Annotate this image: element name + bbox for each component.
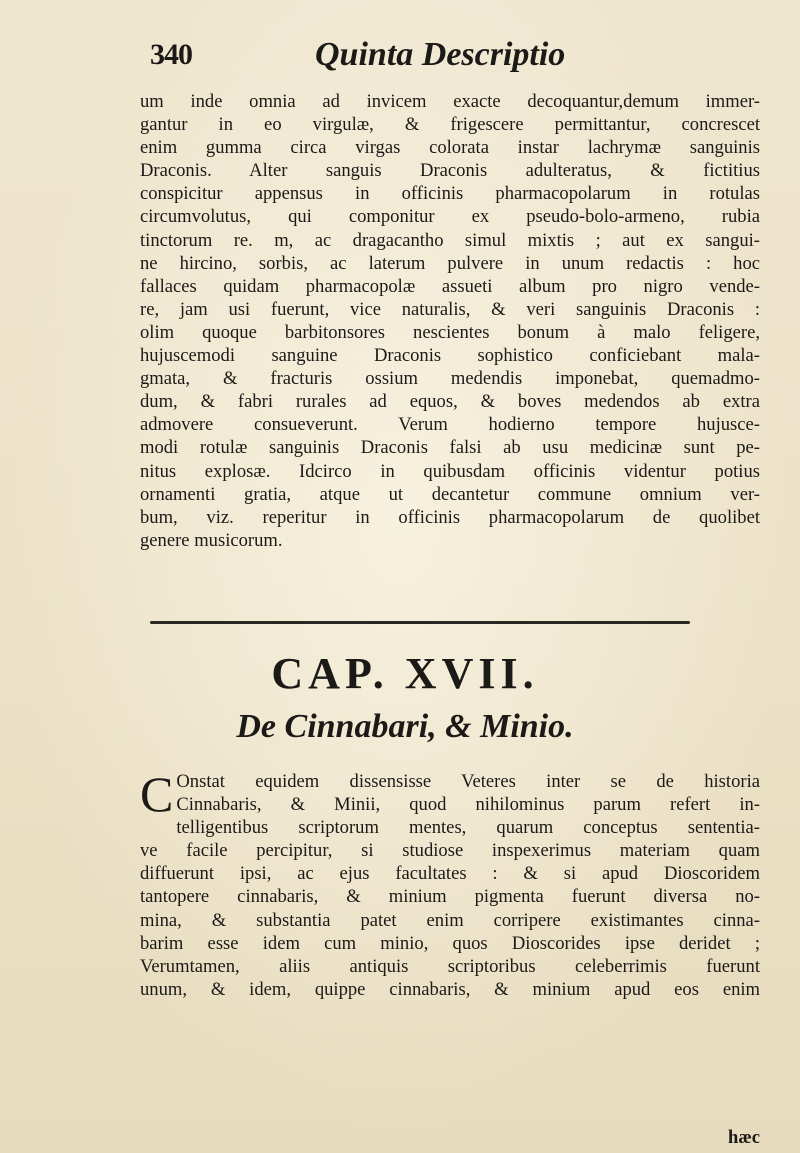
page-header xyxy=(150,38,750,74)
text-line: Onstat equidem dissensisse Veteres inter se de historia xyxy=(176,771,760,792)
text-line: tantopere cinnabaris, & minium pigmenta fuerunt diversa no- xyxy=(140,886,760,908)
paragraph-draconis xyxy=(140,90,760,552)
text-line: modi rotulæ sanguinis Draconis falsi ab usu medicinæ sunt pe- xyxy=(140,437,760,459)
running-head: Quinta Descriptio xyxy=(315,36,566,73)
text-line: dum, & fabri rurales ad equos, & boves medendos ab extra xyxy=(140,391,760,413)
text-line: enim gumma circa virgas colorata instar lachrymæ sanguinis xyxy=(140,137,760,159)
text-line: ne hircino, sorbis, ac laterum pulvere in unum redactis : hoc xyxy=(140,252,760,274)
text-line: unum, & idem, quippe cinnabaris, & minium apud eos enim xyxy=(140,978,760,1000)
text-line: conspicitur appensus in officinis pharmacopolarum in rotulas xyxy=(140,183,760,205)
section-divider-rule xyxy=(150,621,690,624)
text-line: bum, viz. reperitur in officinis pharmacopolarum de quolibet xyxy=(140,506,760,528)
text-line: diffuerunt ipsi, ac ejus facultates : & si apud Dioscoridem xyxy=(140,863,760,885)
paragraph-cinnabaris xyxy=(140,766,760,1001)
text-line: hujuscemodi sanguine Draconis sophistico conficiebant mala- xyxy=(140,345,760,367)
text-line: Draconis. Alter sanguis Draconis adulteratus, & fictitius xyxy=(140,160,760,182)
text-line: re, jam usi fuerunt, vice naturalis, & veri sanguinis Draconis : xyxy=(140,298,760,320)
text-line: ve facile percipitur, si studiose inspexerimus materiam quam xyxy=(140,840,760,862)
catchword: hæc xyxy=(728,1127,761,1148)
text-line: barim esse idem cum minio, quos Dioscorides ipse deridet ; xyxy=(140,932,760,954)
text-line: gmata, & fracturis ossium medendis imponebat, quemadmo- xyxy=(140,368,760,390)
text-line: telligentibus scriptorum mentes, quarum conceptus sententia- xyxy=(176,817,760,839)
text-line: nitus explosæ. Idcirco in quibusdam officinis videntur potius xyxy=(140,460,760,482)
text-line: um inde omnia ad invicem exacte decoquantur,demum immer- xyxy=(140,91,760,112)
text-line: mina, & substantia patet enim corripere existimantes cinna- xyxy=(140,909,760,931)
chapter-title: De Cinnabari, & Minio. xyxy=(236,708,574,745)
chapter-heading: CAP. XVII. xyxy=(271,649,539,698)
text-line: olim quoque barbitonsores nescientes bonum à malo feligere, xyxy=(140,321,760,343)
text-line: Verumtamen, aliis antiquis scriptoribus celeberrimis fuerunt xyxy=(140,955,760,977)
text-line: circumvolutus, qui componitur ex pseudo-bolo-armeno, rubia xyxy=(140,206,760,228)
text-line: admovere consueverunt. Verum hodierno tempore hujusce- xyxy=(140,414,760,436)
text-line: ornamenti gratia, atque ut decantetur commune omnium ver- xyxy=(140,483,760,505)
drop-cap: C xyxy=(140,766,174,822)
page-number: 340 xyxy=(150,38,192,71)
text-line: Cinnabaris, & Minii, quod nihilominus parum refert in- xyxy=(176,794,760,816)
text-line: genere musicorum. xyxy=(140,529,283,551)
text-line: fallaces quidam pharmacopolæ assueti album pro nigro vende- xyxy=(140,275,760,297)
text-line: gantur in eo virgulæ, & frigescere permittantur, concrescet xyxy=(140,114,760,136)
text-line: tinctorum re. m, ac dragacantho simul mixtis ; aut ex sangui- xyxy=(140,229,760,251)
